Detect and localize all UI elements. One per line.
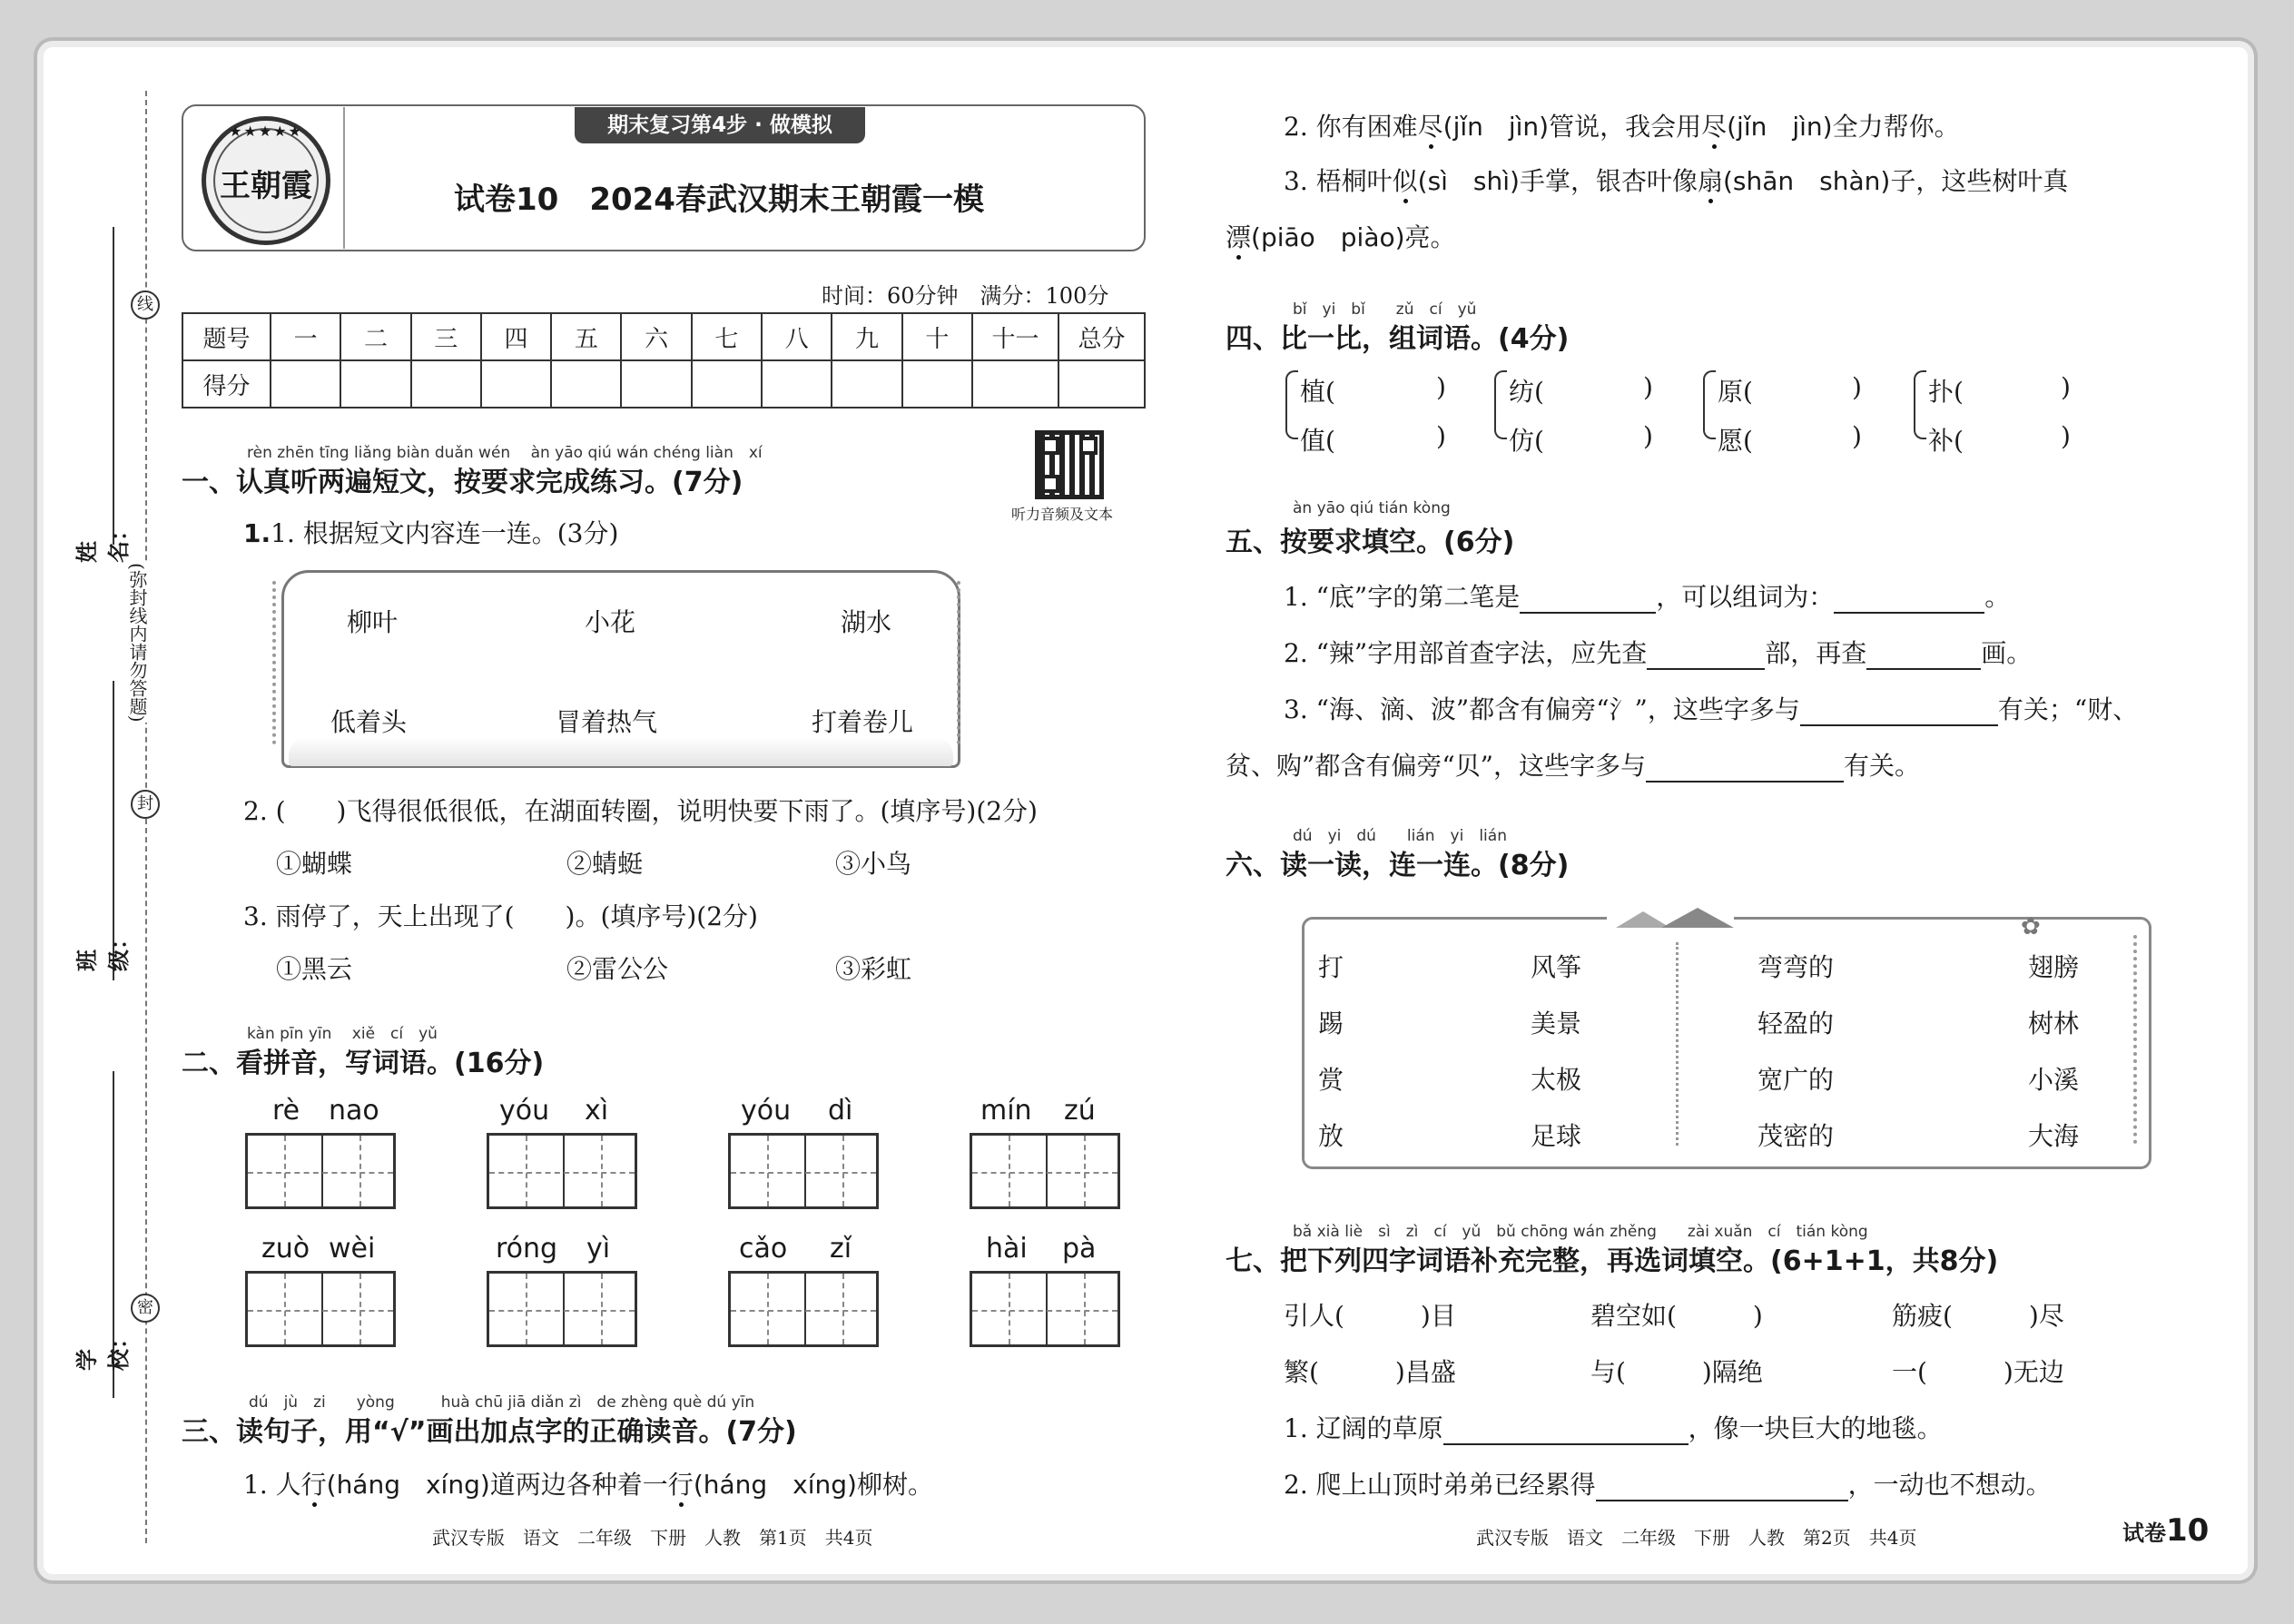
- s1-q2: 2. ( )飞得很低很低，在湖面转圈，说明快要下雨了。(填序号)(2分): [243, 796, 1038, 826]
- connect-verb[interactable]: 赏: [1318, 1065, 1344, 1095]
- footer-right: 武汉专版 语文 二年级 下册 人教 第2页 共4页: [1476, 1527, 1917, 1549]
- score-header-cell: 二: [340, 313, 410, 360]
- s7-q2-part: 2. 爬上山顶时弟弟已经累得: [1284, 1470, 1596, 1500]
- s5-q2-part: 画。: [1981, 638, 2033, 668]
- vine-decoration: [2133, 935, 2146, 1144]
- connect-object[interactable]: 太极: [1531, 1065, 1582, 1095]
- dotted-char: 尽: [1701, 112, 1728, 142]
- match-bottom-item[interactable]: 冒着热气: [556, 707, 658, 737]
- writing-grid[interactable]: [245, 1133, 396, 1209]
- score-cell[interactable]: [972, 360, 1058, 408]
- s6-title: 六、读一读，连一连。(8分): [1226, 850, 1570, 881]
- xian-mark: 线: [131, 290, 160, 320]
- s4-pinyin: bǐ yi bǐ zǔ cí yǔ: [1293, 300, 1477, 319]
- score-header-cell: 十一: [972, 313, 1058, 360]
- score-header-cell: 十: [902, 313, 972, 360]
- school-label: 学校：: [74, 1327, 132, 1371]
- group-brace: [1285, 370, 1298, 439]
- mountain-decoration: [1607, 908, 1734, 931]
- s5-q3-cont: [1226, 746, 1920, 782]
- s1-q2-option[interactable]: ②蜻蜓: [566, 849, 644, 879]
- score-cell[interactable]: [762, 360, 832, 408]
- idiom-item[interactable]: 与( )隔绝: [1590, 1357, 1763, 1387]
- word-pinyin: hài: [986, 1233, 1028, 1265]
- s3-q3: [1284, 162, 2068, 198]
- word-pinyin: yì: [586, 1233, 611, 1265]
- score-cell[interactable]: [340, 360, 410, 408]
- s3-q1-part[interactable]: (háng xíng)道两边各种着一: [326, 1470, 668, 1500]
- group-brace: [1914, 370, 1926, 439]
- dotted-char: 扇: [1697, 166, 1723, 196]
- s5-q3-part: 3. “海、滴、波”都含有偏旁“氵”，这些字多与: [1284, 694, 1800, 724]
- score-header-cell: 九: [832, 313, 901, 360]
- school-field: [74, 1071, 132, 1398]
- s1-q2-option[interactable]: ③小鸟: [835, 849, 912, 879]
- word-pinyin: yóu: [741, 1095, 792, 1127]
- s5-q1: [1284, 577, 2010, 614]
- connect-object[interactable]: 美景: [1531, 1009, 1582, 1038]
- idiom-item[interactable]: 繁( )昌盛: [1284, 1357, 1456, 1387]
- s1-pinyin: rèn zhēn tīng liǎng biàn duǎn wén àn yāo qiú wán chéng liàn xí: [247, 444, 763, 462]
- idiom-item[interactable]: 一( )无边: [1892, 1357, 2064, 1387]
- s1-q1: 1.1. 根据短文内容连一连。(3分): [243, 518, 619, 548]
- s3-q1-part: 1. 人: [243, 1470, 301, 1500]
- vine-decoration: [957, 581, 971, 744]
- connect-verb[interactable]: 打: [1318, 952, 1344, 982]
- header-badge: 期末复习第4步 · 做模拟: [575, 107, 865, 143]
- word-pinyin: nao: [329, 1095, 379, 1127]
- word-pinyin: wèi: [329, 1233, 376, 1265]
- writing-grid[interactable]: [970, 1271, 1120, 1347]
- binding-note: (弥封线内请勿答题): [126, 563, 148, 723]
- word-pinyin: dì: [828, 1095, 853, 1127]
- connect-adj[interactable]: 轻盈的: [1757, 1009, 1835, 1038]
- s5-q2-part: 2. “辣”字用部首查字法，应先查: [1284, 638, 1648, 668]
- connect-noun[interactable]: 小溪: [2028, 1065, 2080, 1095]
- score-cell[interactable]: [271, 360, 340, 408]
- s2-title: 二、看拼音，写词语。(16分): [182, 1048, 545, 1079]
- logo-stars: ★★★★★: [229, 123, 303, 140]
- compare-close[interactable]: ): [2061, 372, 2071, 402]
- score-header-cell: 五: [551, 313, 621, 360]
- compare-char: 原(: [1718, 377, 1753, 407]
- score-table: [182, 312, 1146, 408]
- word-pinyin: yóu: [499, 1095, 550, 1127]
- s1-q2-option[interactable]: ①蝴蝶: [276, 849, 353, 879]
- writing-grid[interactable]: [728, 1133, 879, 1209]
- s1-title: 一、认真听两遍短文，按要求完成练习。(7分): [182, 467, 743, 498]
- match-top-item[interactable]: 柳叶: [347, 607, 399, 637]
- match-bottom-item[interactable]: 打着卷儿: [812, 707, 914, 737]
- s3-q2-part[interactable]: (jǐn jìn)管说，我会用: [1442, 112, 1702, 142]
- header-divider: [343, 107, 345, 249]
- paper-tag-label: 试卷: [2122, 1521, 2166, 1546]
- grass-decoration: [289, 737, 953, 766]
- match-top-item[interactable]: 湖水: [841, 607, 892, 637]
- connect-noun[interactable]: 翅膀: [2028, 952, 2080, 982]
- writing-grid[interactable]: [245, 1271, 396, 1347]
- dotted-char: 尽: [1417, 112, 1443, 142]
- word-pinyin: mín: [980, 1095, 1032, 1127]
- compare-char: 仿(: [1509, 426, 1544, 456]
- compare-close[interactable]: ): [1852, 421, 1862, 451]
- score-header-cell: 四: [481, 313, 551, 360]
- score-cell[interactable]: [1058, 360, 1145, 408]
- s6-pinyin: dú yi dú lián yi lián: [1293, 827, 1507, 845]
- s5-q2: [1284, 634, 2032, 670]
- s3-q1: [243, 1465, 933, 1501]
- compare-close[interactable]: ): [1436, 421, 1446, 451]
- vine-decoration: [272, 581, 287, 744]
- s7-q2: [1284, 1465, 2052, 1501]
- answer-blank[interactable]: [1443, 1420, 1689, 1445]
- compare-char: 植(: [1300, 377, 1335, 407]
- s3-pinyin: dú jù zi yòng huà chū jiā diǎn zì de zhèng què dú yīn: [249, 1393, 755, 1412]
- s7-title: 七、把下列四字词语补充完整，再选词填空。(6+1+1，共8分): [1226, 1245, 1999, 1277]
- writing-grid[interactable]: [487, 1133, 637, 1209]
- compare-close[interactable]: ): [1643, 372, 1653, 402]
- score-header-cell: 七: [692, 313, 762, 360]
- s4-title: 四、比一比，组词语。(4分): [1226, 323, 1570, 355]
- s3-q3-part[interactable]: (shān shàn)子，这些树叶真: [1723, 166, 2069, 196]
- connect-adj[interactable]: 弯弯的: [1757, 952, 1835, 982]
- s5-title: 五、按要求填空。(6分): [1226, 527, 1515, 558]
- qr-code[interactable]: [1035, 430, 1104, 499]
- score-header-cell: 三: [411, 313, 481, 360]
- connect-object[interactable]: 足球: [1531, 1121, 1582, 1151]
- score-cell[interactable]: [411, 360, 481, 408]
- compare-close[interactable]: ): [1436, 372, 1446, 402]
- footer-left: 武汉专版 语文 二年级 下册 人教 第1页 共4页: [432, 1527, 873, 1549]
- word-pinyin: róng: [496, 1233, 558, 1265]
- connect-noun[interactable]: 大海: [2028, 1121, 2080, 1151]
- score-cell[interactable]: [481, 360, 551, 408]
- s3-q3-part[interactable]: (piāo piào)亮。: [1251, 222, 1456, 252]
- paper-tag: [2122, 1512, 2209, 1549]
- compare-close[interactable]: ): [1643, 421, 1653, 451]
- s3-q3-cont: [1226, 218, 1456, 254]
- word-pinyin: pà: [1062, 1233, 1097, 1265]
- qr-caption: 听力音频及文本: [1011, 506, 1114, 523]
- s5-q3: [1284, 690, 2138, 726]
- score-value-row: [182, 360, 1145, 408]
- logo-text: 王朝霞: [220, 168, 312, 204]
- header-title: 试卷10 2024春武汉期末王朝霞一模: [454, 182, 984, 218]
- answer-blank[interactable]: [1866, 645, 1981, 670]
- score-row-label: 得分: [182, 360, 271, 408]
- writing-grid[interactable]: [487, 1271, 637, 1347]
- score-header-cell: 八: [762, 313, 832, 360]
- word-pinyin: rè: [272, 1095, 300, 1127]
- idiom-item[interactable]: 引人( )目: [1284, 1301, 1456, 1331]
- score-header-row: [182, 313, 1145, 360]
- logo-seal: [202, 116, 330, 245]
- s1-q3-option[interactable]: ①黑云: [276, 954, 353, 984]
- answer-blank[interactable]: [1596, 1476, 1848, 1501]
- s5-q3-part: 有关。: [1843, 751, 1920, 781]
- word-pinyin: zuò: [261, 1233, 310, 1265]
- dotted-char: 似: [1392, 166, 1418, 196]
- connect-verb[interactable]: 放: [1318, 1121, 1344, 1151]
- s7-q1-part: 1. 辽阔的草原: [1284, 1413, 1443, 1443]
- score-cell[interactable]: [551, 360, 621, 408]
- answer-blank[interactable]: [1520, 588, 1656, 614]
- word-pinyin: cǎo: [739, 1233, 788, 1265]
- exam-meta: 时间：60分钟 满分：100分: [822, 283, 1109, 309]
- paper-tag-number: 10: [2166, 1512, 2210, 1549]
- s7-pinyin: bǎ xià liè sì zì cí yǔ bǔ chōng wán zhěng zài xuǎn cí tián kòng: [1293, 1223, 1868, 1241]
- s7-q1-part: ，像一块巨大的地毯。: [1688, 1413, 1943, 1443]
- writing-grid[interactable]: [728, 1271, 879, 1347]
- score-cell[interactable]: [692, 360, 762, 408]
- connect-verb[interactable]: 踢: [1318, 1009, 1344, 1038]
- compare-char: 愿(: [1718, 426, 1753, 456]
- score-cell[interactable]: [832, 360, 901, 408]
- s5-pinyin: àn yāo qiú tián kòng: [1293, 499, 1451, 517]
- connect-adj[interactable]: 宽广的: [1757, 1065, 1835, 1095]
- dotted-char: 行: [667, 1470, 694, 1500]
- s2-pinyin: kàn pīn yīn xiě cí yǔ: [247, 1025, 438, 1043]
- name-label: 姓名：: [74, 519, 132, 563]
- answer-blank[interactable]: [1800, 701, 1998, 726]
- s3-q3-part[interactable]: (sì shì)手掌，银杏叶像: [1417, 166, 1698, 196]
- word-pinyin: xì: [585, 1095, 609, 1127]
- group-brace: [1703, 370, 1716, 439]
- class-label: 班级：: [74, 928, 132, 971]
- connect-noun[interactable]: 树林: [2028, 1009, 2080, 1038]
- s1-q3-option[interactable]: ③彩虹: [835, 954, 912, 984]
- score-cell[interactable]: [902, 360, 972, 408]
- s3-q1-part[interactable]: (háng xíng)柳树。: [693, 1470, 933, 1500]
- answer-blank[interactable]: [1647, 645, 1765, 670]
- s7-q2-part: ，一动也不想动。: [1847, 1470, 2052, 1500]
- compare-close[interactable]: ): [2061, 421, 2071, 451]
- score-cell[interactable]: [621, 360, 691, 408]
- match-top-item[interactable]: 小花: [585, 607, 636, 637]
- word-pinyin: zú: [1064, 1095, 1096, 1127]
- compare-char: 补(: [1928, 426, 1964, 456]
- class-field: [74, 681, 132, 1008]
- s5-q1-part: ，可以组词为：: [1656, 582, 1835, 612]
- s5-q2-part: 部，再查: [1765, 638, 1867, 668]
- idiom-item[interactable]: 筋疲( )尽: [1892, 1301, 2064, 1331]
- s3-q2-part[interactable]: (jǐn jìn)全力帮你。: [1727, 112, 1960, 142]
- connect-adj[interactable]: 茂密的: [1757, 1121, 1835, 1151]
- score-header-cell: 题号: [182, 313, 271, 360]
- connect-divider: [1676, 942, 1679, 1146]
- feng-mark: 封: [131, 790, 160, 819]
- s5-q3-part: 贫、购”都含有偏旁“贝”，这些字多与: [1226, 751, 1646, 781]
- answer-blank[interactable]: [1834, 588, 1984, 614]
- s3-q2-part: 2. 你有困难: [1284, 112, 1418, 142]
- name-field: [74, 227, 132, 572]
- connect-object[interactable]: 风筝: [1531, 952, 1582, 982]
- compare-char: 扑(: [1928, 377, 1964, 407]
- answer-blank[interactable]: [1646, 757, 1844, 782]
- word-pinyin: zǐ: [830, 1233, 852, 1265]
- s3-q3-part: 3. 梧桐叶: [1284, 166, 1393, 196]
- compare-char: 值(: [1300, 426, 1335, 456]
- match-bottom-item[interactable]: 低着头: [330, 707, 408, 737]
- s1-q1-text: 1. 根据短文内容连一连。(3分): [271, 518, 619, 548]
- s1-q3-option[interactable]: ②雷公公: [566, 954, 669, 984]
- s7-q1: [1284, 1409, 1943, 1445]
- connect-box: [1302, 917, 2151, 1169]
- idiom-item[interactable]: 碧空如( ): [1590, 1301, 1763, 1331]
- compare-close[interactable]: ): [1852, 372, 1862, 402]
- s1-q3: 3. 雨停了，天上出现了( )。(填序号)(2分): [243, 901, 758, 931]
- score-header-cell: 一: [271, 313, 340, 360]
- dotted-char: 漂: [1226, 222, 1252, 252]
- s5-q3-part: 有关；“财、: [1997, 694, 2139, 724]
- s3-title: 三、读句子，用“√”画出加点字的正确读音。(7分): [182, 1416, 797, 1448]
- flower-decoration: ✿: [2021, 913, 2041, 940]
- compare-char: 纺(: [1509, 377, 1544, 407]
- s3-q2: [1284, 107, 1960, 143]
- s5-q1-part: 1. “底”字的第二笔是: [1284, 582, 1521, 612]
- dotted-char: 行: [300, 1470, 327, 1500]
- score-header-cell: 总分: [1058, 313, 1145, 360]
- writing-grid[interactable]: [970, 1133, 1120, 1209]
- group-brace: [1494, 370, 1507, 439]
- mi-mark: 密: [131, 1294, 160, 1323]
- score-header-cell: 六: [621, 313, 691, 360]
- s5-q1-part: 。: [1984, 582, 2011, 612]
